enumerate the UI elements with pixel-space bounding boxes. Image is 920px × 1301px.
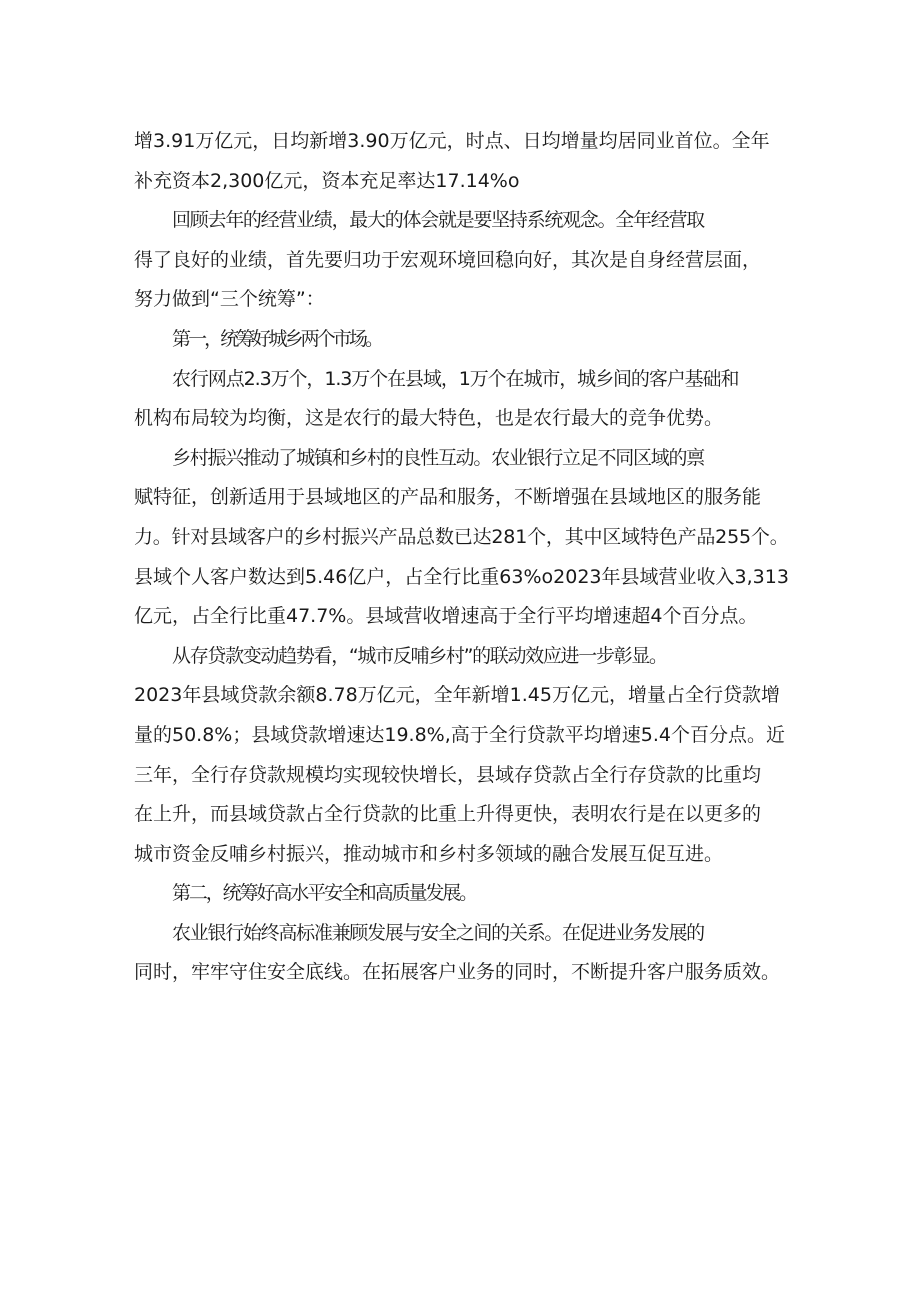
paragraph-review (134, 201, 789, 320)
paragraph-county-loans (134, 676, 789, 874)
text-line: 从存贷款变动趋势看，“城市反哺乡村”的联动效应进一步彰显。 (172, 644, 667, 667)
text-line: 机构布局较为均衡，这是农行的最大特色，也是农行最大的竞争优势。 (134, 407, 724, 430)
paragraph-branch-network (134, 360, 789, 439)
text-line: 同时，牢牢守住安全底线。在拓展客户业务的同时，不断提升客户服务质效。 (134, 961, 781, 984)
text-line: 农行网点2.3万个，1.3万个在县域，1万个在城市，城乡间的客户基础和 (172, 367, 739, 390)
text-line: 县域个人客户数达到5.46亿户，占全行比重63%o2023年县域营业收入3,313 (134, 565, 789, 588)
text-line: 乡村振兴推动了城镇和乡村的良性互动。农业银行立足不同区域的禀 (172, 446, 704, 469)
heading-first-point (134, 320, 789, 360)
text-line: 增3.91万亿元，日均新增3.90万亿元，时点、日均增量均居同业首位。全年 (134, 130, 770, 152)
text-line: 回顾去年的经营业绩，最大的体会就是要坚持系统观念。全年经营取 (172, 209, 704, 232)
text-line: 2023年县域贷款余额8.78万亿元，全年新增1.45万亿元，增量占全行贷款增 (134, 684, 780, 707)
text-line: 力。针对县域客户的乡村振兴产品总数已达281个，其中区域特色产品255个。 (134, 525, 789, 548)
text-line: 努力做到“三个统筹”： (134, 288, 325, 311)
text-line: 三年，全行存贷款规模均实现较快增长，县域存贷款占全行存贷款的比重均 (134, 763, 762, 786)
heading-second-point (134, 874, 789, 914)
text-line: 在上升，而县域贷款占全行贷款的比重上升得更快，表明农行是在以更多的 (134, 803, 762, 826)
text-line: 赋特征，创新适用于县域地区的产品和服务，不断增强在县域地区的服务能 (134, 486, 762, 509)
paragraph-rural-revitalization (134, 439, 789, 637)
text-line: 亿元，占全行比重47.7%。县域营收增速高于全行平均增速超4个百分点。 (134, 605, 758, 628)
text-line: 量的50.8%；县域贷款增速达19.8%,高于全行贷款平均增速5.4个百分点。近 (134, 723, 785, 746)
document-body (134, 122, 789, 993)
text-line: 补充资本2,300亿元，资本充足率达17.14%o (134, 169, 520, 192)
text-line: 得了良好的业绩，首先要归功于宏观环境回稳向好，其次是自身经营层面， (134, 248, 762, 271)
paragraph-capital-summary (134, 122, 789, 201)
text-line: 城市资金反哺乡村振兴，推动城市和乡村多领域的融合发展互促互进。 (134, 842, 724, 865)
text-line: 农业银行始终高标准兼顾发展与安全之间的关系。在促进业务发展的 (172, 921, 704, 944)
paragraph-deposit-loan-trend (134, 637, 789, 677)
text-line: 第二，统筹好高水平安全和高质量发展。 (172, 882, 477, 905)
text-line: 第一，统筹好城乡两个市场。 (172, 327, 382, 350)
paragraph-security-development (134, 914, 789, 993)
